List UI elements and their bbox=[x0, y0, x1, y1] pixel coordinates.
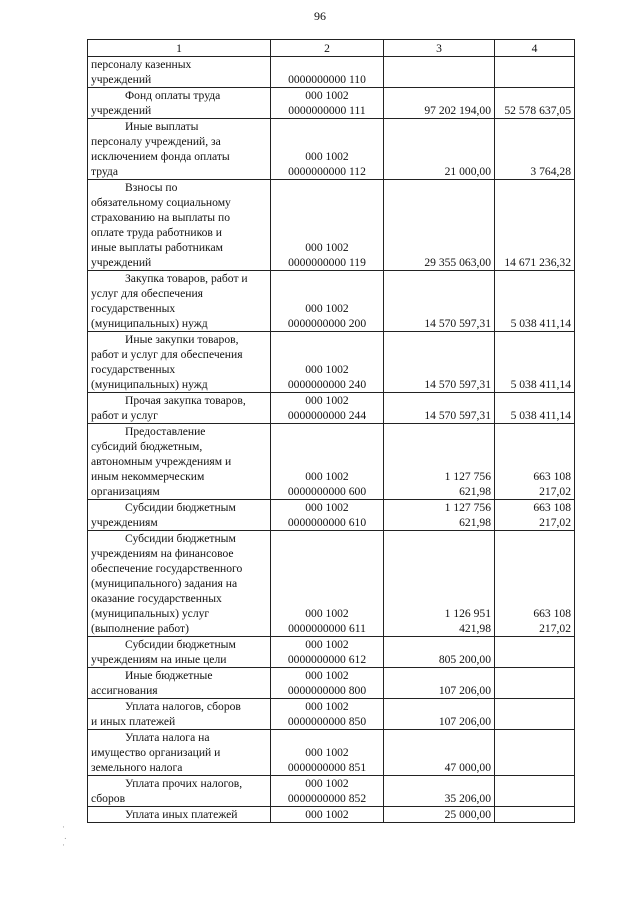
budget-code-cell-line: 0000000000 112 bbox=[288, 165, 366, 178]
budget-code-cell bbox=[271, 332, 384, 393]
item-name-cell bbox=[88, 88, 271, 119]
item-name-cell-line: государственных bbox=[91, 363, 176, 376]
table-row bbox=[88, 668, 575, 699]
item-name-cell-line bbox=[91, 807, 267, 822]
table-row bbox=[88, 776, 575, 807]
item-name-cell-line bbox=[91, 424, 267, 439]
item-name-cell-line: учреждениям на иные цели bbox=[91, 653, 227, 666]
amount-col3-cell bbox=[384, 531, 495, 637]
column-header: 4 bbox=[495, 40, 575, 57]
amount-col3-cell-line: 805 200,00 bbox=[438, 653, 491, 666]
budget-code-cell bbox=[271, 730, 384, 776]
amount-col3-cell bbox=[384, 180, 495, 271]
budget-code-cell bbox=[271, 531, 384, 637]
budget-code-cell-line: 0000000000 611 bbox=[288, 622, 366, 635]
table-row bbox=[88, 332, 575, 393]
budget-code-cell-line: 0000000000 851 bbox=[287, 761, 367, 774]
budget-code-cell-line: 0000000000 610 bbox=[287, 516, 367, 529]
item-name-cell-line: (муниципального) задания на bbox=[91, 577, 238, 590]
budget-code-cell-line: 0000000000 600 bbox=[287, 485, 367, 498]
item-name-cell-line bbox=[91, 637, 267, 652]
table-row bbox=[88, 119, 575, 180]
line-text: Иные выплаты bbox=[125, 120, 199, 133]
budget-code-cell bbox=[271, 88, 384, 119]
amount-col3-cell-line: 14 570 597,31 bbox=[424, 409, 491, 422]
item-name-cell-line: иные выплаты работникам bbox=[91, 241, 223, 254]
amount-col3-cell bbox=[384, 637, 495, 668]
amount-col3-cell-line: 97 202 194,00 bbox=[424, 104, 491, 117]
item-name-cell bbox=[88, 271, 271, 332]
column-header: 2 bbox=[271, 40, 384, 57]
item-name-cell-line bbox=[91, 119, 267, 134]
item-name-cell-line: государственных bbox=[91, 302, 176, 315]
amount-col3-cell-line: 14 570 597,31 bbox=[424, 378, 491, 391]
item-name-cell-line bbox=[91, 88, 267, 103]
budget-code-cell bbox=[271, 500, 384, 531]
item-name-cell-line bbox=[91, 531, 267, 546]
budget-code-cell bbox=[271, 699, 384, 730]
budget-code-cell-line: 0000000000 612 bbox=[287, 653, 367, 666]
amount-col4-cell bbox=[495, 668, 575, 699]
budget-code-cell-line: 000 1002 bbox=[305, 470, 349, 483]
amount-col3-cell-line: 47 000,00 bbox=[444, 761, 491, 774]
amount-col4-cell bbox=[495, 500, 575, 531]
item-name-cell-line: автономным учреждениям и bbox=[91, 455, 232, 468]
amount-col4-cell bbox=[495, 332, 575, 393]
item-name-cell bbox=[88, 332, 271, 393]
amount-col4-cell bbox=[495, 180, 575, 271]
table-row bbox=[88, 730, 575, 776]
amount-col4-cell bbox=[495, 730, 575, 776]
budget-code-cell-line: 000 1002 bbox=[305, 808, 349, 821]
amount-col4-cell-line: 14 671 236,32 bbox=[504, 256, 571, 269]
amount-col3-cell bbox=[384, 393, 495, 424]
table-row bbox=[88, 271, 575, 332]
item-name-cell bbox=[88, 730, 271, 776]
amount-col3-cell-line: 1 126 951 bbox=[444, 607, 491, 620]
budget-code-cell-line: 0000000000 200 bbox=[287, 317, 367, 330]
item-name-cell-line: обязательному социальному bbox=[91, 196, 231, 209]
amount-col4-cell bbox=[495, 88, 575, 119]
item-name-cell-line bbox=[91, 332, 267, 347]
item-name-cell bbox=[88, 531, 271, 637]
budget-code-cell-line: 000 1002 bbox=[305, 746, 349, 759]
line-text: Фонд оплаты труда bbox=[125, 89, 221, 102]
item-name-cell-line: организациям bbox=[91, 485, 160, 498]
table-row bbox=[88, 699, 575, 730]
table-row bbox=[88, 88, 575, 119]
line-text: Уплата прочих налогов, bbox=[125, 777, 243, 790]
budget-code-cell-line: 000 1002 bbox=[305, 363, 349, 376]
amount-col4-cell bbox=[495, 271, 575, 332]
amount-col4-cell bbox=[495, 637, 575, 668]
amount-col4-cell-line: 217,02 bbox=[539, 516, 571, 529]
amount-col4-cell bbox=[495, 807, 575, 823]
amount-col4-cell bbox=[495, 119, 575, 180]
budget-code-cell bbox=[271, 180, 384, 271]
line-text: Субсидии бюджетным bbox=[125, 532, 236, 545]
item-name-cell bbox=[88, 637, 271, 668]
amount-col3-cell bbox=[384, 332, 495, 393]
item-name-cell-line: иным некоммерческим bbox=[91, 470, 205, 483]
item-name-cell bbox=[88, 500, 271, 531]
amount-col4-cell-line: 217,02 bbox=[539, 622, 571, 635]
item-name-cell-line: труда bbox=[91, 165, 118, 178]
budget-code-cell bbox=[271, 393, 384, 424]
item-name-cell-line: обеспечение государственного bbox=[91, 562, 243, 575]
budget-code-cell-line: 0000000000 119 bbox=[288, 256, 366, 269]
item-name-cell-line: работ и услуг bbox=[91, 409, 158, 422]
amount-col3-cell-line: 1 127 756 bbox=[444, 470, 491, 483]
amount-col4-cell-line: 663 108 bbox=[533, 470, 571, 483]
line-text: Иные закупки товаров, bbox=[125, 333, 239, 346]
item-name-cell-line: (выполнение работ) bbox=[91, 622, 189, 635]
amount-col3-cell bbox=[384, 271, 495, 332]
table-body bbox=[88, 57, 575, 823]
amount-col4-cell-line: 217,02 bbox=[539, 485, 571, 498]
item-name-cell-line: учреждений bbox=[91, 104, 152, 117]
item-name-cell bbox=[88, 393, 271, 424]
amount-col4-cell-line: 663 108 bbox=[533, 607, 571, 620]
column-header: 3 bbox=[384, 40, 495, 57]
table-row bbox=[88, 180, 575, 271]
amount-col3-cell-line: 21 000,00 bbox=[444, 165, 491, 178]
item-name-cell bbox=[88, 668, 271, 699]
budget-code-cell-line: 0000000000 244 bbox=[287, 409, 367, 422]
amount-col4-cell bbox=[495, 776, 575, 807]
budget-code-cell bbox=[271, 637, 384, 668]
amount-col4-cell-line: 663 108 bbox=[533, 501, 571, 514]
budget-code-cell-line: 000 1002 bbox=[305, 89, 349, 102]
amount-col3-cell bbox=[384, 668, 495, 699]
scan-marks: · . · bbox=[62, 822, 67, 850]
budget-code-cell bbox=[271, 776, 384, 807]
amount-col3-cell-line: 621,98 bbox=[459, 485, 491, 498]
item-name-cell-line: земельного налога bbox=[91, 761, 183, 774]
item-name-cell-line: услуг для обеспечения bbox=[91, 287, 203, 300]
amount-col3-cell bbox=[384, 119, 495, 180]
amount-col3-cell bbox=[384, 424, 495, 500]
page-number: 96 bbox=[314, 9, 326, 23]
amount-col3-cell bbox=[384, 807, 495, 823]
amount-col3-cell bbox=[384, 699, 495, 730]
column-header: 1 bbox=[88, 40, 271, 57]
item-name-cell-line bbox=[91, 668, 267, 683]
budget-code-cell-line: 0000000000 240 bbox=[287, 378, 367, 391]
line-text: Уплата налога на bbox=[125, 731, 210, 744]
item-name-cell-line bbox=[91, 393, 267, 408]
item-name-cell-line: персоналу казенных bbox=[91, 58, 192, 71]
table-row bbox=[88, 637, 575, 668]
budget-code-cell bbox=[271, 424, 384, 500]
budget-code-cell-line: 0000000000 852 bbox=[287, 792, 367, 805]
budget-code-cell-line: 000 1002 bbox=[305, 638, 349, 651]
item-name-cell-line: персоналу учреждений, за bbox=[91, 135, 221, 148]
item-name-cell-line: исключением фонда оплаты bbox=[91, 150, 230, 163]
item-name-cell-line: и иных платежей bbox=[91, 715, 176, 728]
budget-code-cell-line: 000 1002 bbox=[305, 150, 349, 163]
amount-col3-cell-line: 621,98 bbox=[459, 516, 491, 529]
budget-code-cell-line: 0000000000 110 bbox=[288, 73, 366, 86]
budget-code-cell-line: 0000000000 850 bbox=[287, 715, 367, 728]
table-row bbox=[88, 531, 575, 637]
amount-col4-cell bbox=[495, 531, 575, 637]
line-text: Уплата налогов, сборов bbox=[125, 700, 241, 713]
budget-code-cell-line: 000 1002 bbox=[305, 700, 349, 713]
item-name-cell bbox=[88, 119, 271, 180]
amount-col4-cell bbox=[495, 424, 575, 500]
table-header-row bbox=[88, 40, 575, 57]
line-text: Предоставление bbox=[125, 425, 206, 438]
line-text: Взносы по bbox=[125, 181, 178, 194]
table-row bbox=[88, 424, 575, 500]
amount-col4-cell-line: 5 038 411,14 bbox=[510, 317, 571, 330]
item-name-cell bbox=[88, 699, 271, 730]
item-name-cell bbox=[88, 180, 271, 271]
item-name-cell-line: (муниципальных) услуг bbox=[91, 607, 210, 620]
amount-col3-cell-line: 35 206,00 bbox=[444, 792, 491, 805]
item-name-cell-line bbox=[91, 500, 267, 515]
budget-code-cell-line: 000 1002 bbox=[305, 669, 349, 682]
line-text: Иные бюджетные bbox=[125, 669, 213, 682]
item-name-cell-line: учреждений bbox=[91, 256, 152, 269]
budget-code-cell-line: 000 1002 bbox=[305, 607, 349, 620]
table-row bbox=[88, 393, 575, 424]
amount-col3-cell bbox=[384, 776, 495, 807]
item-name-cell-line bbox=[91, 699, 267, 714]
line-text: Прочая закупка товаров, bbox=[125, 394, 246, 407]
amount-col3-cell-line: 14 570 597,31 bbox=[424, 317, 491, 330]
budget-code-cell bbox=[271, 668, 384, 699]
budget-code-cell-line: 000 1002 bbox=[305, 394, 349, 407]
item-name-cell-line: оплате труда работников и bbox=[91, 226, 222, 239]
amount-col4-cell-line: 3 764,28 bbox=[530, 165, 571, 178]
line-text: Закупка товаров, работ и bbox=[125, 272, 248, 285]
item-name-cell bbox=[88, 57, 271, 88]
item-name-cell-line: работ и услуг для обеспечения bbox=[91, 348, 243, 361]
amount-col3-cell-line: 421,98 bbox=[459, 622, 491, 635]
amount-col3-cell-line: 29 355 063,00 bbox=[424, 256, 491, 269]
item-name-cell-line: оказание государственных bbox=[91, 592, 222, 605]
line-text: Субсидии бюджетным bbox=[125, 638, 236, 651]
table-row bbox=[88, 807, 575, 823]
item-name-cell-line: субсидий бюджетным, bbox=[91, 440, 203, 453]
item-name-cell-line bbox=[91, 180, 267, 195]
item-name-cell-line bbox=[91, 776, 267, 791]
budget-code-cell bbox=[271, 271, 384, 332]
amount-col4-cell bbox=[495, 393, 575, 424]
item-name-cell bbox=[88, 807, 271, 823]
line-text: Субсидии бюджетным bbox=[125, 501, 236, 514]
table-row bbox=[88, 500, 575, 531]
item-name-cell-line: сборов bbox=[91, 792, 126, 805]
item-name-cell-line bbox=[91, 271, 267, 286]
budget-code-cell-line: 0000000000 111 bbox=[288, 104, 366, 117]
item-name-cell-line: учреждений bbox=[91, 73, 152, 86]
budget-code-cell-line: 000 1002 bbox=[305, 302, 349, 315]
amount-col3-cell bbox=[384, 730, 495, 776]
amount-col3-cell bbox=[384, 500, 495, 531]
amount-col4-cell-line: 52 578 637,05 bbox=[504, 104, 571, 117]
amount-col3-cell-line: 25 000,00 bbox=[444, 808, 491, 821]
budget-code-cell bbox=[271, 807, 384, 823]
item-name-cell-line: ассигнования bbox=[91, 684, 158, 697]
amount-col3-cell bbox=[384, 88, 495, 119]
amount-col3-cell bbox=[384, 57, 495, 88]
amount-col4-cell bbox=[495, 699, 575, 730]
item-name-cell-line: имущество организаций и bbox=[91, 746, 221, 759]
amount-col3-cell-line: 107 206,00 bbox=[438, 715, 491, 728]
item-name-cell-line: (муниципальных) нужд bbox=[91, 378, 208, 391]
budget-code-cell bbox=[271, 119, 384, 180]
budget-table bbox=[87, 39, 575, 823]
amount-col4-cell-line: 5 038 411,14 bbox=[510, 378, 571, 391]
budget-code-cell-line: 000 1002 bbox=[305, 777, 349, 790]
item-name-cell-line: учреждениям на финансовое bbox=[91, 547, 234, 560]
line-text: Уплата иных платежей bbox=[125, 808, 238, 821]
item-name-cell-line bbox=[91, 730, 267, 745]
amount-col3-cell-line: 1 127 756 bbox=[444, 501, 491, 514]
budget-code-cell-line: 000 1002 bbox=[305, 241, 349, 254]
item-name-cell-line: страхованию на выплаты по bbox=[91, 211, 230, 224]
amount-col3-cell-line: 107 206,00 bbox=[438, 684, 491, 697]
budget-code-cell-line: 000 1002 bbox=[305, 501, 349, 514]
item-name-cell bbox=[88, 424, 271, 500]
amount-col4-cell bbox=[495, 57, 575, 88]
item-name-cell bbox=[88, 776, 271, 807]
table-row bbox=[88, 57, 575, 88]
amount-col4-cell-line: 5 038 411,14 bbox=[510, 409, 571, 422]
budget-code-cell-line: 0000000000 800 bbox=[287, 684, 367, 697]
budget-code-cell bbox=[271, 57, 384, 88]
item-name-cell-line: учреждениям bbox=[91, 516, 158, 529]
item-name-cell-line: (муниципальных) нужд bbox=[91, 317, 208, 330]
